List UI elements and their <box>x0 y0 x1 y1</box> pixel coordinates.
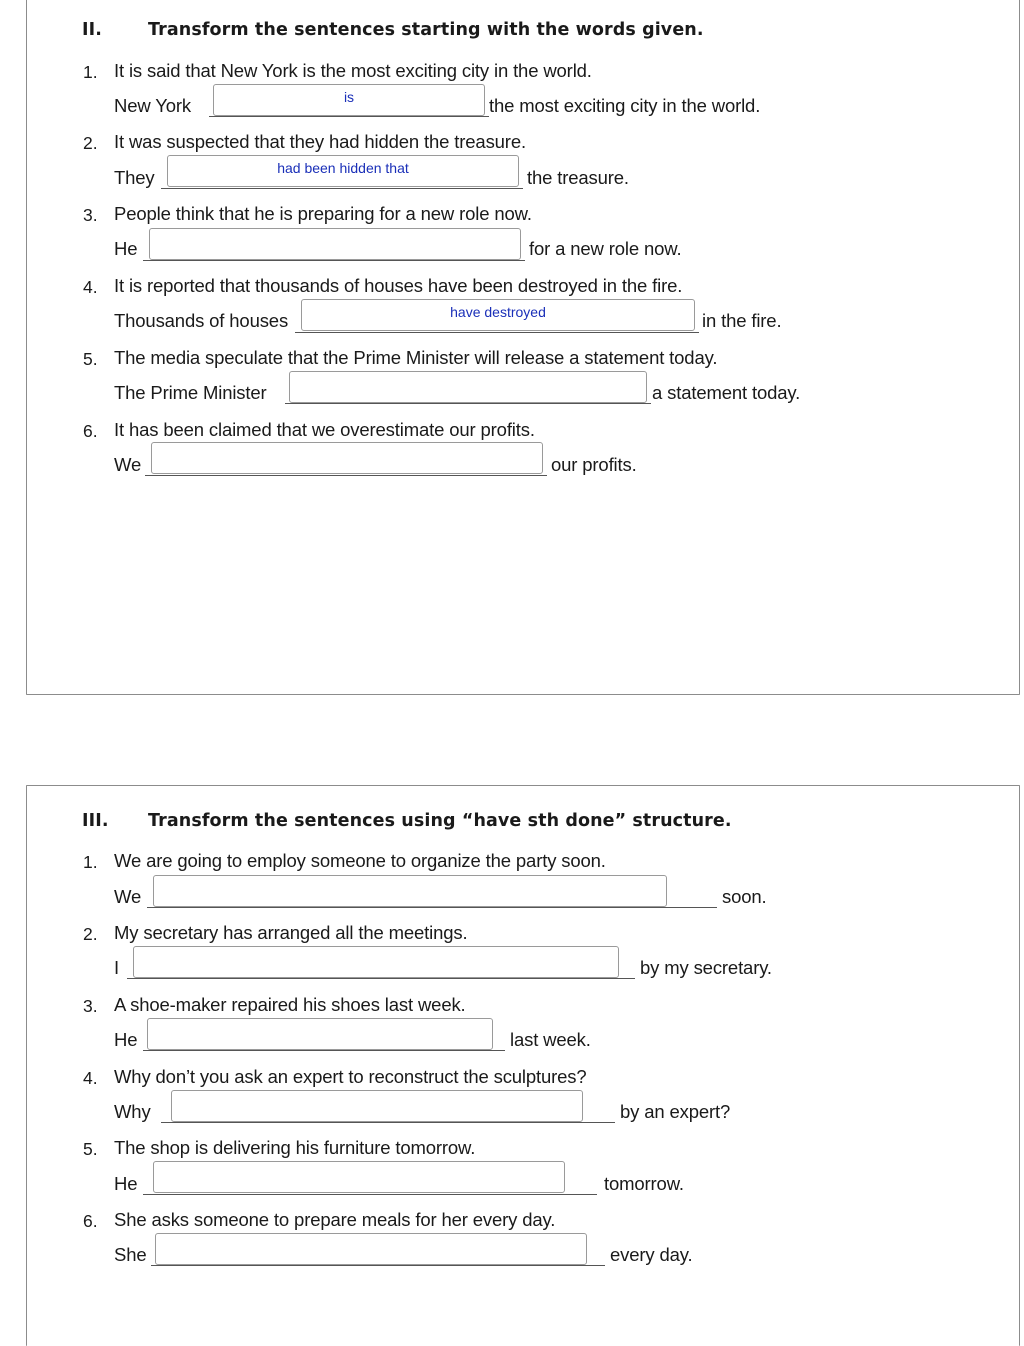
item-stem: He <box>114 1173 138 1194</box>
section-number: II. <box>82 20 102 40</box>
item-question: It is reported that thousands of houses have been destroyed in the fire. <box>114 275 683 296</box>
answer-underline <box>143 1194 597 1195</box>
item-question: We are going to employ someone to organize the party soon. <box>114 850 606 871</box>
answer-underline <box>295 332 699 333</box>
item-stem: Thousands of houses <box>114 310 289 331</box>
item-number: 4. <box>83 277 98 297</box>
item-number: 2. <box>83 133 98 153</box>
item-number: 6. <box>83 1211 98 1231</box>
item-number: 4. <box>83 1068 98 1088</box>
item-tail: every day. <box>610 1244 693 1265</box>
item-tail: soon. <box>722 886 767 907</box>
item-stem: He <box>114 238 138 259</box>
answer-underline <box>285 403 651 404</box>
item-tail: a statement today. <box>652 382 801 403</box>
item-number: 6. <box>83 421 98 441</box>
item-stem: The Prime Minister <box>114 382 267 403</box>
item-question: It was suspected that they had hidden the treasure. <box>114 131 526 152</box>
item-number: 5. <box>83 349 98 369</box>
item-stem: He <box>114 1029 138 1050</box>
item-stem: New York <box>114 95 191 116</box>
answer-input[interactable] <box>153 875 667 907</box>
item-stem: Why <box>114 1101 151 1122</box>
answer-underline <box>161 1122 615 1123</box>
item-question: My secretary has arranged all the meetings. <box>114 922 468 943</box>
answer-input[interactable] <box>301 299 695 331</box>
answer-input[interactable] <box>133 946 619 978</box>
answer-underline <box>161 188 523 189</box>
item-tail: in the fire. <box>702 310 782 331</box>
item-question: It is said that New York is the most exciting city in the world. <box>114 60 592 81</box>
section-title: Transform the sentences using “have sth done” structure. <box>148 811 732 831</box>
exercise-panel-section-3 <box>26 785 1020 1346</box>
item-stem: She <box>114 1244 147 1265</box>
answer-input[interactable] <box>213 84 485 116</box>
item-tail: our profits. <box>551 454 637 475</box>
item-tail: last week. <box>510 1029 591 1050</box>
answer-input[interactable] <box>155 1233 587 1265</box>
item-number: 5. <box>83 1139 98 1159</box>
section-number: III. <box>82 811 109 831</box>
item-number: 3. <box>83 996 98 1016</box>
item-question: A shoe-maker repaired his shoes last week. <box>114 994 466 1015</box>
answer-underline <box>145 475 547 476</box>
item-question: People think that he is preparing for a new role now. <box>114 203 532 224</box>
answer-underline <box>143 1050 505 1051</box>
answer-input[interactable] <box>149 228 521 260</box>
item-stem: I <box>114 957 119 978</box>
answer-underline <box>127 978 635 979</box>
item-tail: by my secretary. <box>640 957 772 978</box>
item-number: 2. <box>83 924 98 944</box>
section-heading <box>82 811 732 831</box>
section-heading <box>82 20 704 40</box>
answer-input[interactable] <box>151 442 543 474</box>
item-stem: They <box>114 167 155 188</box>
item-stem: We <box>114 886 142 907</box>
item-number: 1. <box>83 852 98 872</box>
item-tail: the most exciting city in the world. <box>489 95 761 116</box>
item-stem: We <box>114 454 142 475</box>
answer-underline <box>147 907 717 908</box>
answer-input[interactable] <box>167 155 519 187</box>
item-tail: tomorrow. <box>604 1173 684 1194</box>
item-tail: for a new role now. <box>529 238 682 259</box>
item-tail: the treasure. <box>527 167 629 188</box>
exercise-panel-section-2 <box>26 0 1020 695</box>
item-number: 1. <box>83 62 98 82</box>
item-tail: by an expert? <box>620 1101 731 1122</box>
item-question: Why don’t you ask an expert to reconstruct the sculptures? <box>114 1066 587 1087</box>
answer-underline <box>209 116 489 117</box>
answer-input[interactable] <box>153 1161 565 1193</box>
answer-input[interactable] <box>171 1090 583 1122</box>
section-title: Transform the sentences starting with the words given. <box>148 20 704 40</box>
answer-input[interactable] <box>147 1018 493 1050</box>
answer-underline <box>143 260 525 261</box>
item-question: She asks someone to prepare meals for her every day. <box>114 1209 556 1230</box>
item-question: The shop is delivering his furniture tomorrow. <box>114 1137 476 1158</box>
answer-underline <box>151 1265 605 1266</box>
item-question: It has been claimed that we overestimate our profits. <box>114 419 535 440</box>
item-number: 3. <box>83 205 98 225</box>
item-question: The media speculate that the Prime Minister will release a statement today. <box>114 347 718 368</box>
answer-input[interactable] <box>289 371 647 403</box>
